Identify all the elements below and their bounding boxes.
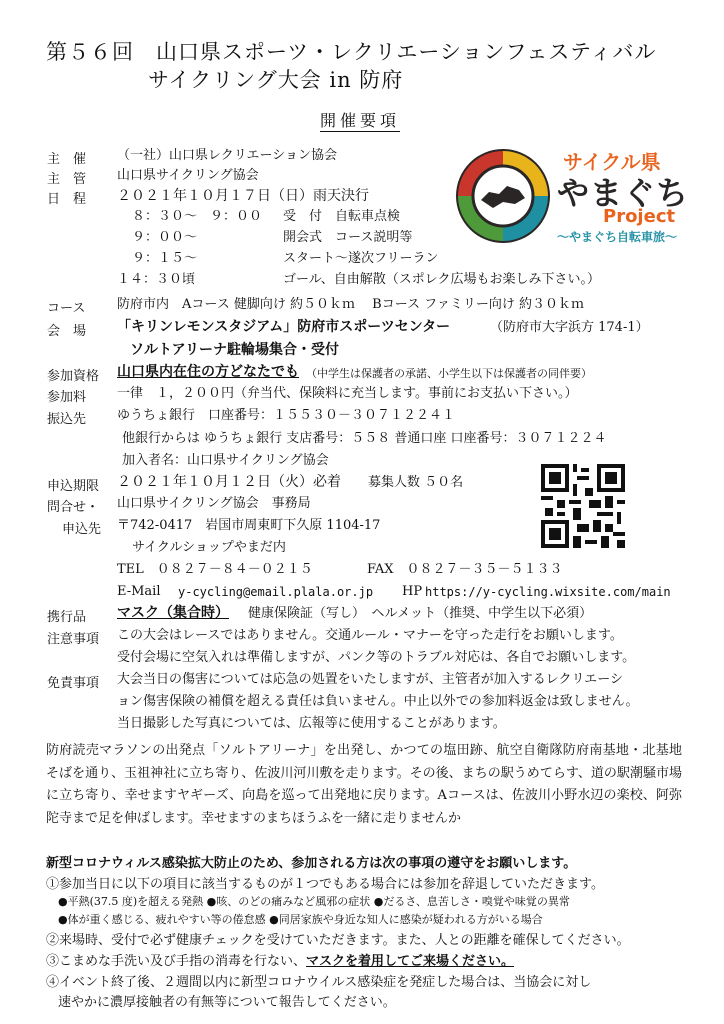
value-contact-shop: サイクルショップやまだ内 (132, 540, 286, 555)
schedule-event: ゴール、自由解散（スポレク広場もお楽しみ下さい。） (283, 272, 600, 287)
eligibility-note: （中学生は保護者の承諾、小学生以下は保護者の同伴要） (306, 367, 592, 380)
logo-line2: やまぐち (557, 174, 690, 212)
label-course: コース (47, 301, 86, 316)
schedule-time: ８：３０～ ９：００ (132, 209, 263, 224)
covid-item-2: ②来場時、受付で必ず健康チェックを受けていただきます。また、人との距離を確保してください。 (46, 933, 630, 948)
logo-line4: ～やまぐち自転車旅～ (557, 230, 678, 244)
covid-item-4-cont: 速やかに濃厚接触者の有無等について報告してください。 (58, 995, 396, 1010)
covid-symptoms-1: ●平熱(37.5 度)を超える発熱 ●咳、のどの痛みなど風邪の症状 ●だるさ、息苦しさ・嗅覚や味覚の異常 (58, 895, 570, 908)
value-tel: TEL ０８２７－８４－０２１５ (117, 562, 313, 577)
label-deadline: 申込期限 (47, 479, 100, 494)
value-fee: 一律 １，２００円（弁当代、保険料に充当します。事前にお支払い下さい。） (117, 386, 578, 401)
schedule-time: ９：１５～ (132, 251, 198, 266)
logo-line1: サイクル県 (563, 150, 661, 174)
page-title: 第５６回 山口県スポーツ・レクリエーションフェスティバル (46, 40, 657, 64)
value-venue-meeting: ソルトアリーナ駐輪場集合・受付 (130, 342, 340, 358)
page-title-line2: サイクリング大会 in 防府 (148, 68, 404, 92)
cycle-prefecture-logo (453, 146, 690, 246)
section-subtitle: 開催要項 (320, 108, 400, 132)
value-other-bank: 他銀行からは ゆうちょ銀行 支店番号：５５８ 普通口座 口座番号：３０７１２２４ (122, 431, 607, 446)
wheel-icon (453, 146, 553, 246)
covid-item-4: ④イベント終了後、２週間以内に新型コロナウイルス感染症を発症した場合は、当協会に対し (46, 975, 592, 990)
schedule-event: スタート～遂次フリーラン (283, 251, 439, 266)
value-deadline: ２０２１年１０月１２日（火）必着 (117, 474, 341, 490)
value-fax: FAX ０８２７－３５－５１３３ (367, 562, 563, 577)
value-contact-address: 〒742-0417 岩国市周東町下久原 1104-17 (117, 518, 381, 533)
value-items-mask: マスク（集合時） (117, 605, 229, 621)
value-account-holder: 加入者名：山口県サイクリング協会 (122, 453, 329, 468)
label-apply-to: 申込先 (62, 522, 102, 537)
label-notes: 注意事項 (47, 632, 100, 647)
value-schedule-date: ２０２１年１０月１７日（日）雨天決行 (117, 188, 369, 204)
covid-item-1: ①参加当日に以下の項目に該当するものが１つでもある場合には参加を辞退していただきます。 (46, 877, 604, 892)
value-venue-address: （防府市大字浜方 174-1） (490, 320, 649, 335)
schedule-event: 受 付 自転車点検 (283, 209, 401, 224)
course-description: 防府読売マラソンの出発点「ソルトアリーナ」を出発し、かつての塩田跡、航空自衛隊防府南基地・北基地そばを通り、玉祖神社に立ち寄り、佐波川河川敷を走ります。その後、まちの駅うめてらす、道の駅潮騒市場に立ち寄り、幸せますヤギーズ、向島を巡って出発地に戻ります。Aコースは、佐波川小野水辺の楽校、阿弥陀寺まで足を伸ばします。幸せますのまちほうふを一緒に走りませんか (46, 743, 682, 826)
covid-item-3-mask: マスクを着用してご来場ください。 (306, 954, 515, 969)
schedule-event: 開会式 コース説明等 (283, 230, 413, 245)
value-disclaimer-2: ョン傷害保険の補償を超える責任は負いません。中止以外での参加料返金は致しません。 (117, 694, 639, 709)
label-contact: 問合せ・ (47, 500, 100, 515)
label-fee: 参加料 (47, 390, 87, 405)
value-capacity: 募集人数 ５０名 (368, 475, 464, 490)
covid-heading: 新型コロナウィルス感染拡大防止のため、参加される方は次の事項の遵守をお願いします。 (46, 856, 577, 871)
label-organizer: 主 催 (47, 152, 87, 167)
label-eligibility: 参加資格 (47, 369, 100, 384)
value-disclaimer-1: 大会当日の傷害については応急の処置をいたしますが、主管者が加入するレクリエーシ (117, 672, 623, 687)
value-venue: 「キリンレモンスタジアム」防府市スポーツセンター (117, 319, 451, 335)
value-eligibility: 山口県内在住の方どなたでも (117, 364, 299, 380)
value-bank-account: ゆうちょ銀行 口座番号：１５５３０－３０７１２２４１ (117, 408, 456, 423)
schedule-time: ９：００～ (132, 230, 198, 245)
covid-item-3 (46, 950, 514, 969)
logo-line3: Project (603, 206, 676, 227)
label-venue: 会 場 (47, 324, 87, 339)
label-schedule: 日 程 (47, 192, 87, 207)
email-label: E-Mail (117, 584, 161, 599)
label-items: 携行品 (47, 610, 87, 625)
value-items-rest: 健康保険証（写し） ヘルメット（推奨、中学生以下必須） (248, 606, 593, 621)
label-disclaimer: 免責事項 (47, 676, 100, 691)
covid-symptoms-2: ●体が重く感じる、疲れやすい等の倦怠感 ●同居家族や身近な知人に感染が疑われる方がいる場合 (58, 913, 543, 926)
value-notes-1: この大会はレースではありません。交通ルール・マナーを守った走行をお願いします。 (117, 628, 623, 643)
value-disclaimer-3: 当日撮影した写真については、広報等に使用することがあります。 (117, 716, 506, 731)
value-course: 防府市内 Aコース 健脚向け 約５０ｋｍ Bコース ファミリー向け 約３０ｋｍ (117, 297, 585, 312)
hp-label: HP (402, 584, 423, 599)
value-contact-org: 山口県サイクリング協会 事務局 (117, 496, 311, 511)
value-organizer: （一社）山口県レクリエーション協会 (117, 148, 337, 163)
schedule-time: １４：３０頃 (117, 272, 196, 287)
value-management: 山口県サイクリング協会 (117, 168, 259, 183)
label-management: 主 管 (47, 172, 87, 187)
qr-code-icon[interactable] (541, 464, 625, 548)
homepage-link[interactable]: https://y-cycling.wixsite.com/main (425, 585, 671, 599)
value-notes-2: 受付会場に空気入れは準備しますが、パンク等のトラブル対応は、各自でお願いします。 (117, 650, 636, 665)
covid-item-3-text: ③こまめな手洗い及び手指の消毒を行ない、 (46, 954, 307, 969)
email-link[interactable]: y-cycling@email.plala.or.jp (178, 585, 374, 599)
label-bank: 振込先 (47, 412, 87, 427)
